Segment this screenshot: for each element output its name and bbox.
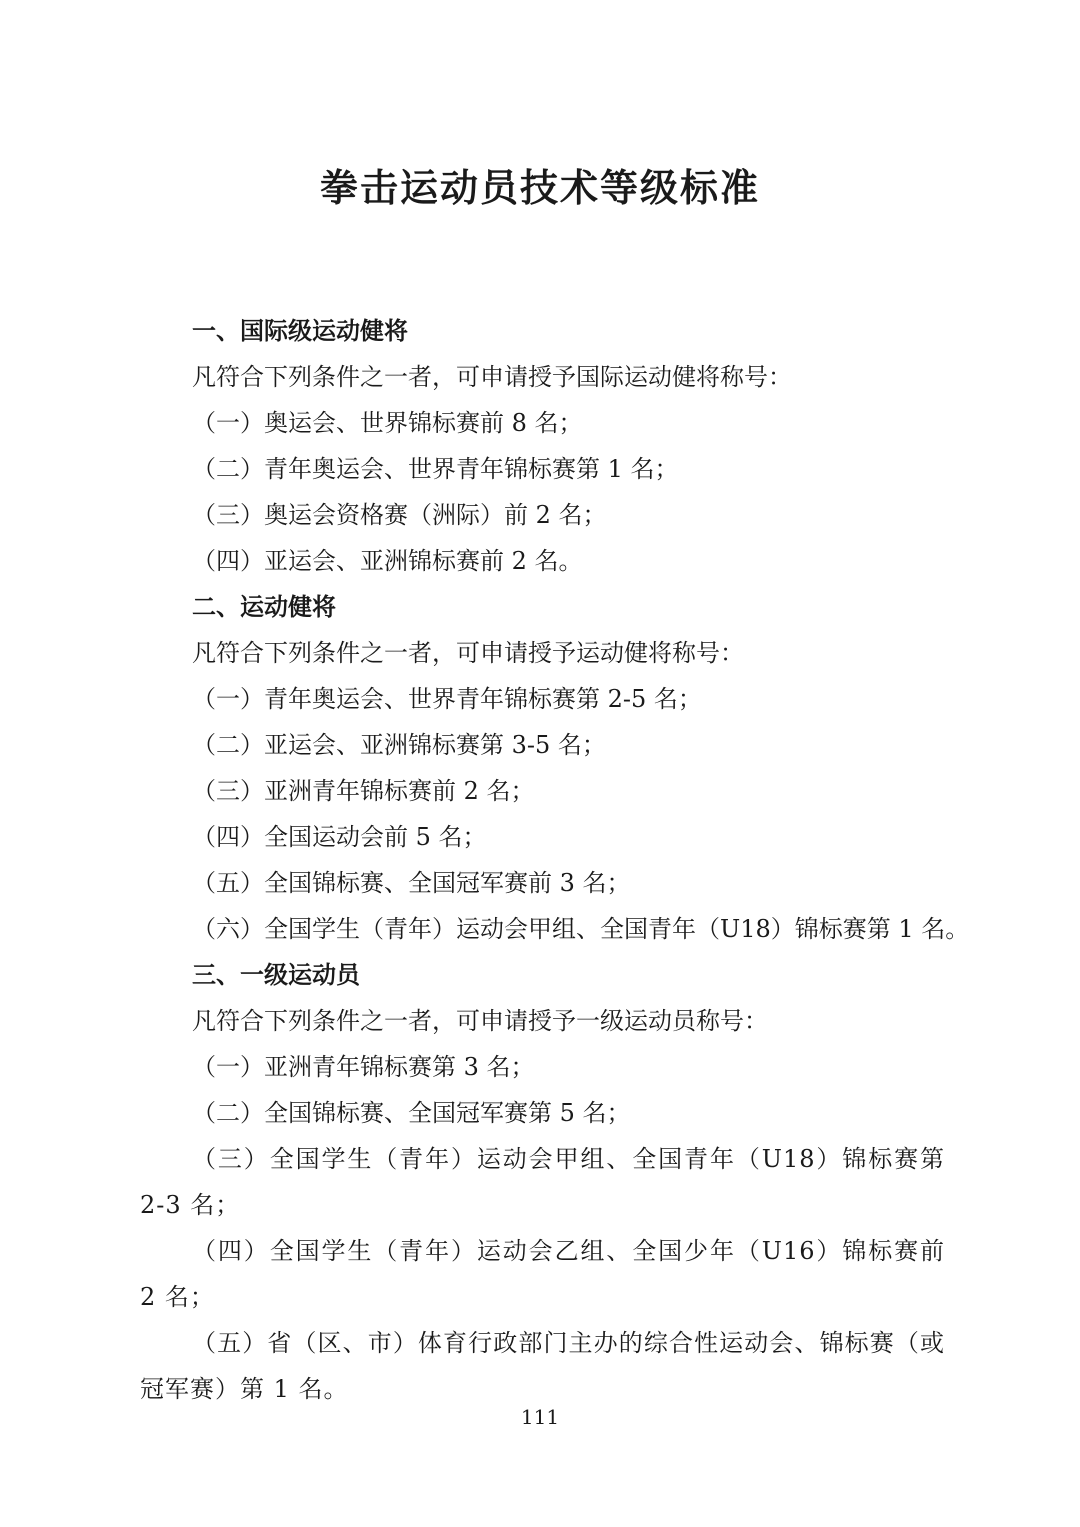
list-item: （四）全国运动会前 5 名； [192, 823, 487, 851]
page-number: 111 [520, 1405, 560, 1429]
list-item: （二）青年奥运会、世界青年锦标赛第 1 名； [192, 455, 679, 483]
section-heading: 三、一级运动员 [192, 961, 360, 989]
document-body [140, 308, 970, 1412]
list-item: （二）亚运会、亚洲锦标赛第 3-5 名； [192, 731, 606, 759]
list-item: （三）亚洲青年锦标赛前 2 名； [192, 777, 535, 805]
list-item: （五）全国锦标赛、全国冠军赛前 3 名； [192, 869, 631, 897]
list-item: （六）全国学生（青年）运动会甲组、全国青年（U18）锦标赛第 1 名。 [192, 915, 970, 943]
list-paragraph: （三）全国学生（青年）运动会甲组、全国青年（U18）锦标赛第 2-3 名； [140, 1145, 945, 1219]
list-item: （一）亚洲青年锦标赛第 3 名； [192, 1053, 535, 1081]
list-item: （三）奥运会资格赛（洲际）前 2 名； [192, 501, 607, 529]
section-intro: 凡符合下列条件之一者，可申请授予国际运动健将称号： [192, 363, 792, 391]
document-title: 拳击运动员技术等级标准 [319, 166, 760, 210]
list-paragraph: （五）省（区、市）体育行政部门主办的综合性运动会、锦标赛（或冠军赛）第 1 名。 [140, 1329, 945, 1403]
list-item: （一）奥运会、世界锦标赛前 8 名； [192, 409, 583, 437]
list-paragraph: （四）全国学生（青年）运动会乙组、全国少年（U16）锦标赛前 2 名； [140, 1237, 945, 1311]
section-heading: 二、运动健将 [192, 593, 336, 621]
list-item: （一）青年奥运会、世界青年锦标赛第 2-5 名； [192, 685, 702, 713]
section-intro: 凡符合下列条件之一者，可申请授予运动健将称号： [192, 639, 744, 667]
list-item: （四）亚运会、亚洲锦标赛前 2 名。 [192, 547, 583, 575]
list-item: （二）全国锦标赛、全国冠军赛第 5 名； [192, 1099, 631, 1127]
section-heading: 一、国际级运动健将 [192, 317, 408, 345]
section-intro: 凡符合下列条件之一者，可申请授予一级运动员称号： [192, 1007, 768, 1035]
